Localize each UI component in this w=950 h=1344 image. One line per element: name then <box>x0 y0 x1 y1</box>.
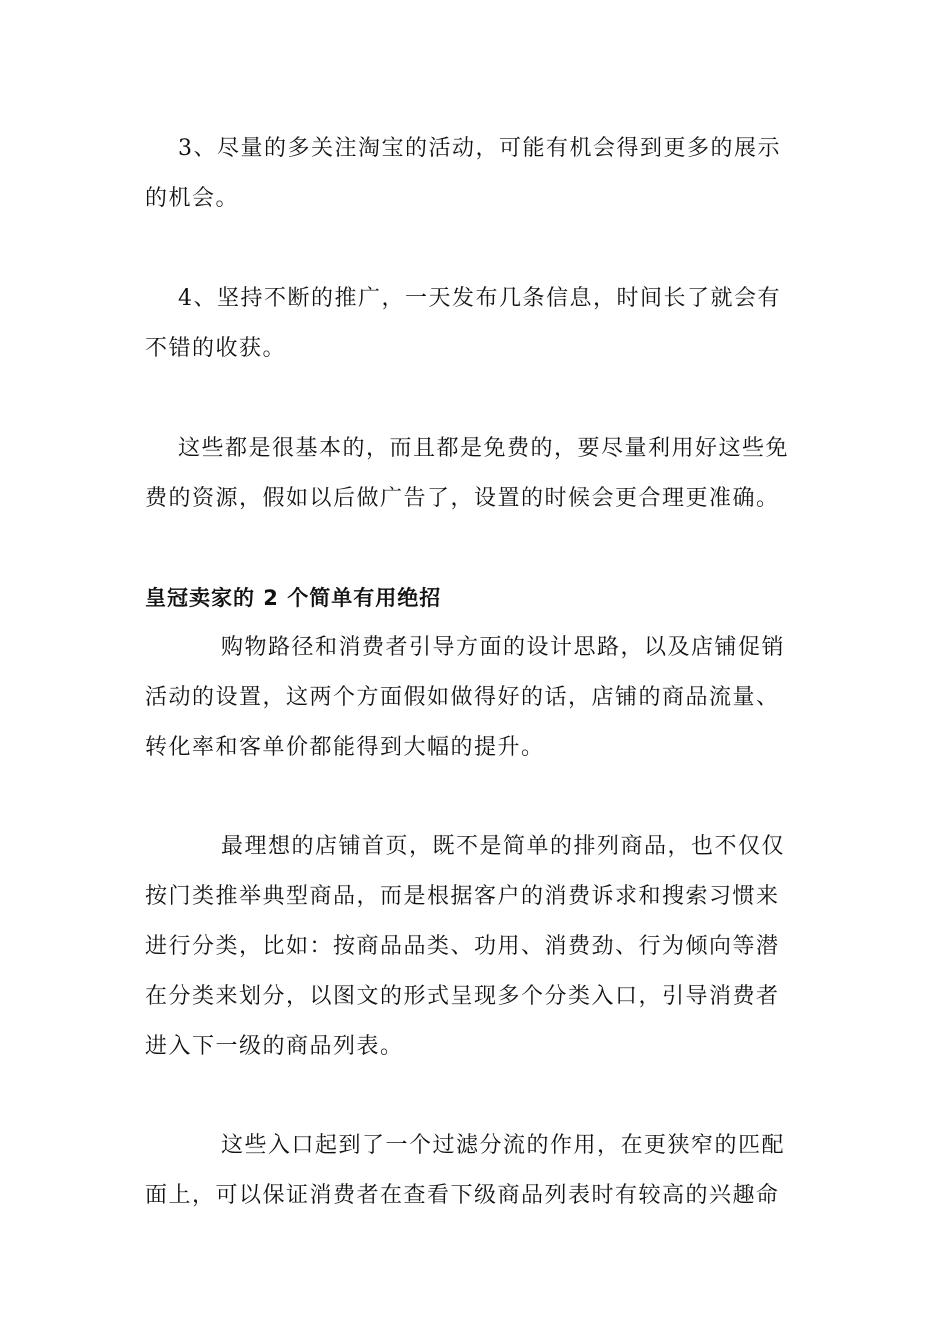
section-heading: 皇冠卖家的 2 个简单有用绝招 <box>145 586 442 610</box>
para3-line2: 面上，可以保证消费者在查看下级商品列表时有较高的兴趣命 <box>145 1183 780 1208</box>
para1-line1: 购物路径和消费者引导方面的设计思路，以及店铺促销 <box>221 635 786 660</box>
para2-line4: 在分类来划分，以图文的形式呈现多个分类入口，引导消费者 <box>145 984 780 1009</box>
item3-line1: 3、尽量的多关注淘宝的活动，可能有机会得到更多的展示 <box>178 136 781 161</box>
para2-line5: 进入下一级的商品列表。 <box>145 1034 404 1059</box>
item4-line1: 4、坚持不断的推广，一天发布几条信息，时间长了就会有 <box>178 286 781 311</box>
summary-line2: 费的资源，假如以后做广告了，设置的时候会更合理更准确。 <box>145 486 780 511</box>
item3-line2: 的机会。 <box>145 186 240 211</box>
para2-line1: 最理想的店铺首页，既不是简单的排列商品，也不仅仅 <box>221 834 786 859</box>
para1-line2: 活动的设置，这两个方面假如做得好的话，店铺的商品流量、 <box>145 685 780 710</box>
summary-line1: 这些都是很基本的，而且都是免费的，要尽量利用好这些免 <box>178 436 790 461</box>
para2-line3: 进行分类，比如：按商品品类、功用、消费劲、行为倾向等潜 <box>145 934 780 959</box>
item4-line2: 不错的收获。 <box>145 336 287 361</box>
para3-line1: 这些入口起到了一个过滤分流的作用，在更狭窄的匹配 <box>221 1133 786 1158</box>
para2-line2: 按门类推举典型商品，而是根据客户的消费诉求和搜索习惯来 <box>145 884 780 909</box>
para1-line3: 转化率和客单价都能得到大幅的提升。 <box>145 735 545 760</box>
